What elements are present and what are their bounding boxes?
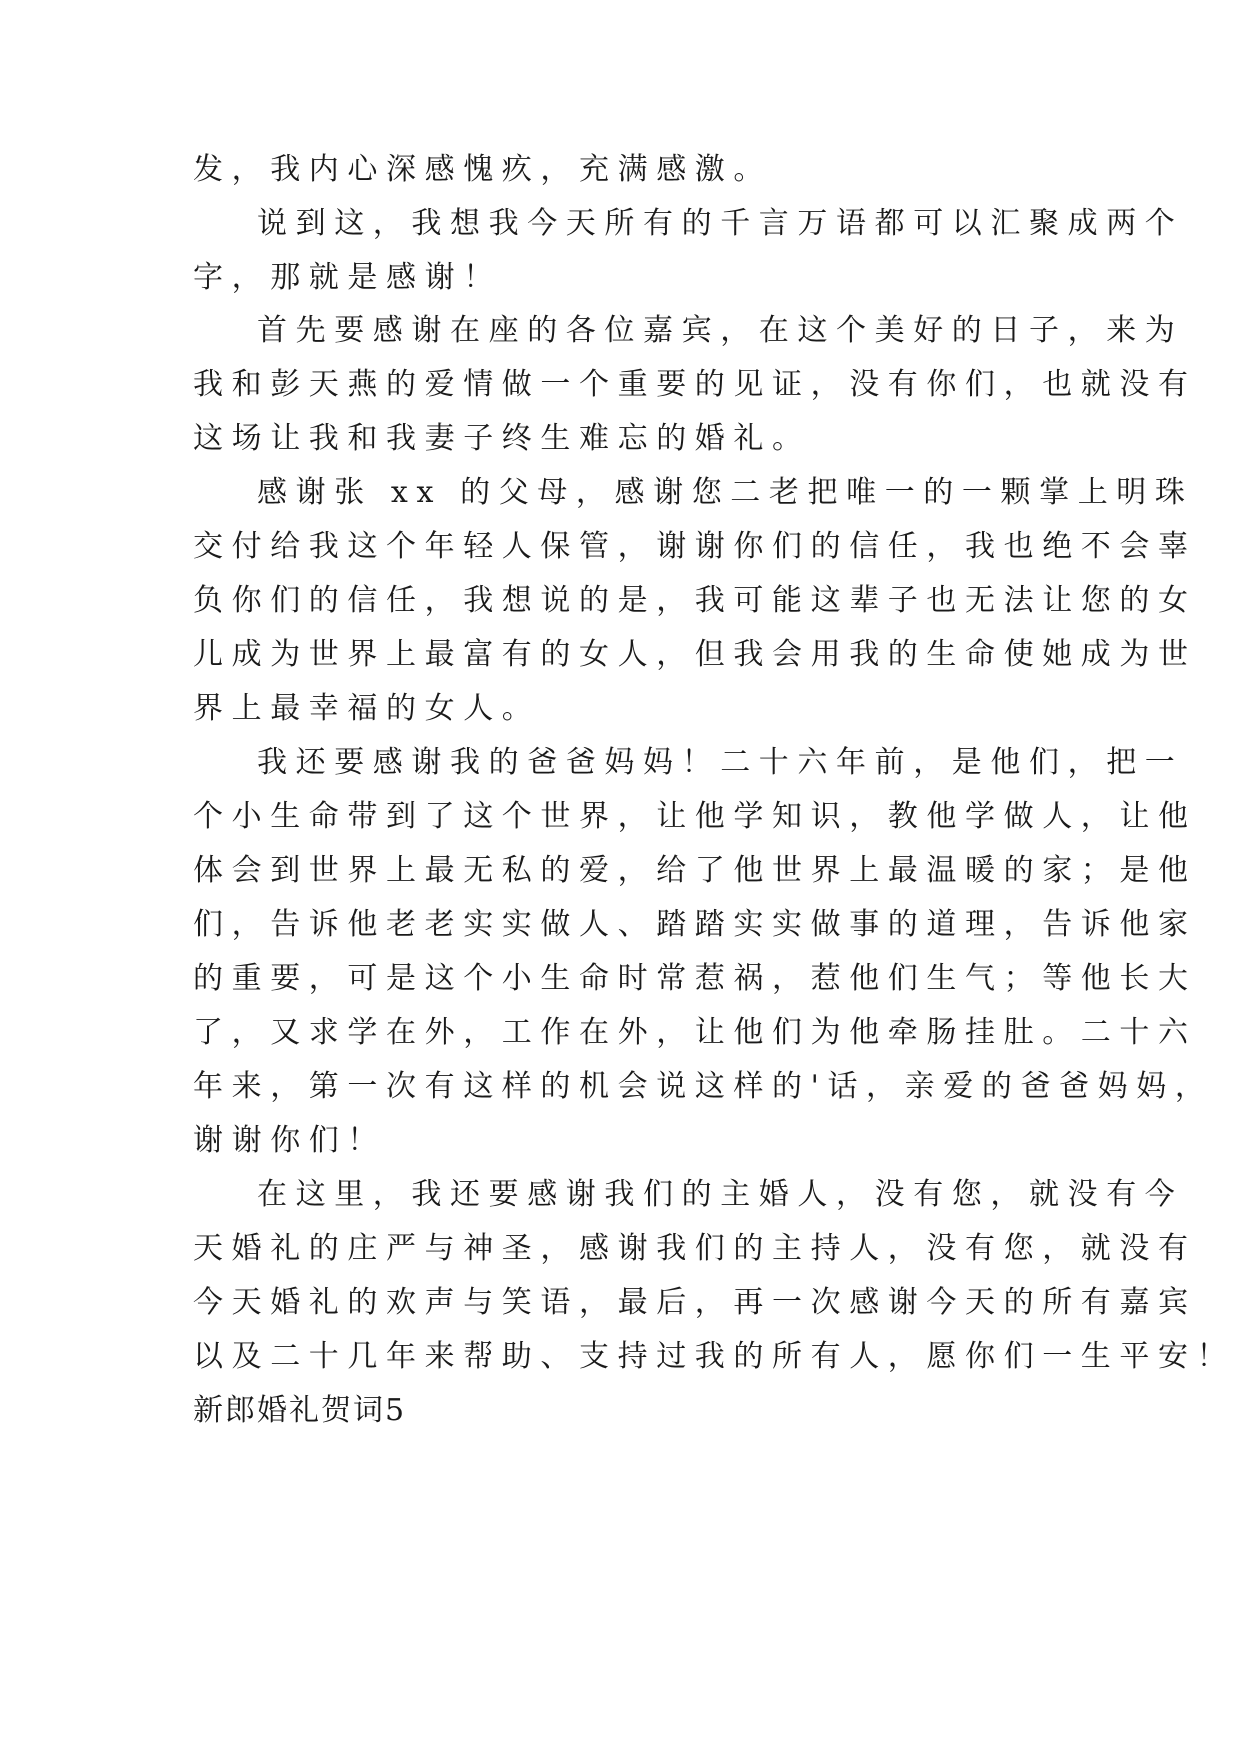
text-line: 负你们的信任，我想说的是，我可能这辈子也无法让您的女 <box>193 583 1197 618</box>
text-line: 天婚礼的庄严与神圣，感谢我们的主持人，没有您，就没有 <box>193 1231 1197 1266</box>
text-line: 首先要感谢在座的各位嘉宾，在这个美好的日子，来为 <box>257 313 1184 348</box>
text-line: 儿成为世界上最富有的女人，但我会用我的生命使她成为世 <box>193 637 1197 672</box>
text-line: 这场让我和我妻子终生难忘的婚礼。 <box>193 421 811 456</box>
text-line: 年来，第一次有这样的机会说这样的'话，亲爱的爸爸妈妈， <box>193 1069 1214 1104</box>
text-line: 的重要，可是这个小生命时常惹祸，惹他们生气；等他长大 <box>193 961 1197 996</box>
text-line: 今天婚礼的欢声与笑语，最后，再一次感谢今天的所有嘉宾 <box>193 1285 1197 1320</box>
text-line: 以及二十几年来帮助、支持过我的所有人，愿你们一生平安！ <box>193 1339 1236 1374</box>
text-line: 谢谢你们！ <box>193 1123 386 1158</box>
text-line: 我和彭天燕的爱情做一个重要的见证，没有你们，也就没有 <box>193 367 1197 402</box>
text-line: 们，告诉他老老实实做人、踏踏实实做事的道理，告诉他家 <box>193 907 1197 942</box>
text-line: 体会到世界上最无私的爱，给了他世界上最温暖的家；是他 <box>193 853 1197 888</box>
text-line: 了，又求学在外，工作在外，让他们为他牵肠挂肚。二十六 <box>193 1015 1197 1050</box>
text-line: 说到这，我想我今天所有的千言万语都可以汇聚成两个 <box>257 206 1184 241</box>
text-line: 字，那就是感谢！ <box>193 260 502 295</box>
text-line: 感谢张 xx 的父母，感谢您二老把唯一的一颗掌上明珠 <box>257 475 1194 510</box>
text-line: 个小生命带到了这个世界，让他学知识，教他学做人，让他 <box>193 799 1197 834</box>
text-line: 界上最幸福的女人。 <box>193 691 541 726</box>
text-line: 发，我内心深感愧疚，充满感激。 <box>193 152 772 187</box>
text-line: 交付给我这个年轻人保管，谢谢你们的信任，我也绝不会辜 <box>193 529 1197 564</box>
text-line: 我还要感谢我的爸爸妈妈！二十六年前，是他们，把一 <box>257 745 1184 780</box>
section-heading: 新郎婚礼贺词5 <box>193 1393 407 1428</box>
text-line: 在这里，我还要感谢我们的主婚人，没有您，就没有今 <box>257 1177 1184 1212</box>
